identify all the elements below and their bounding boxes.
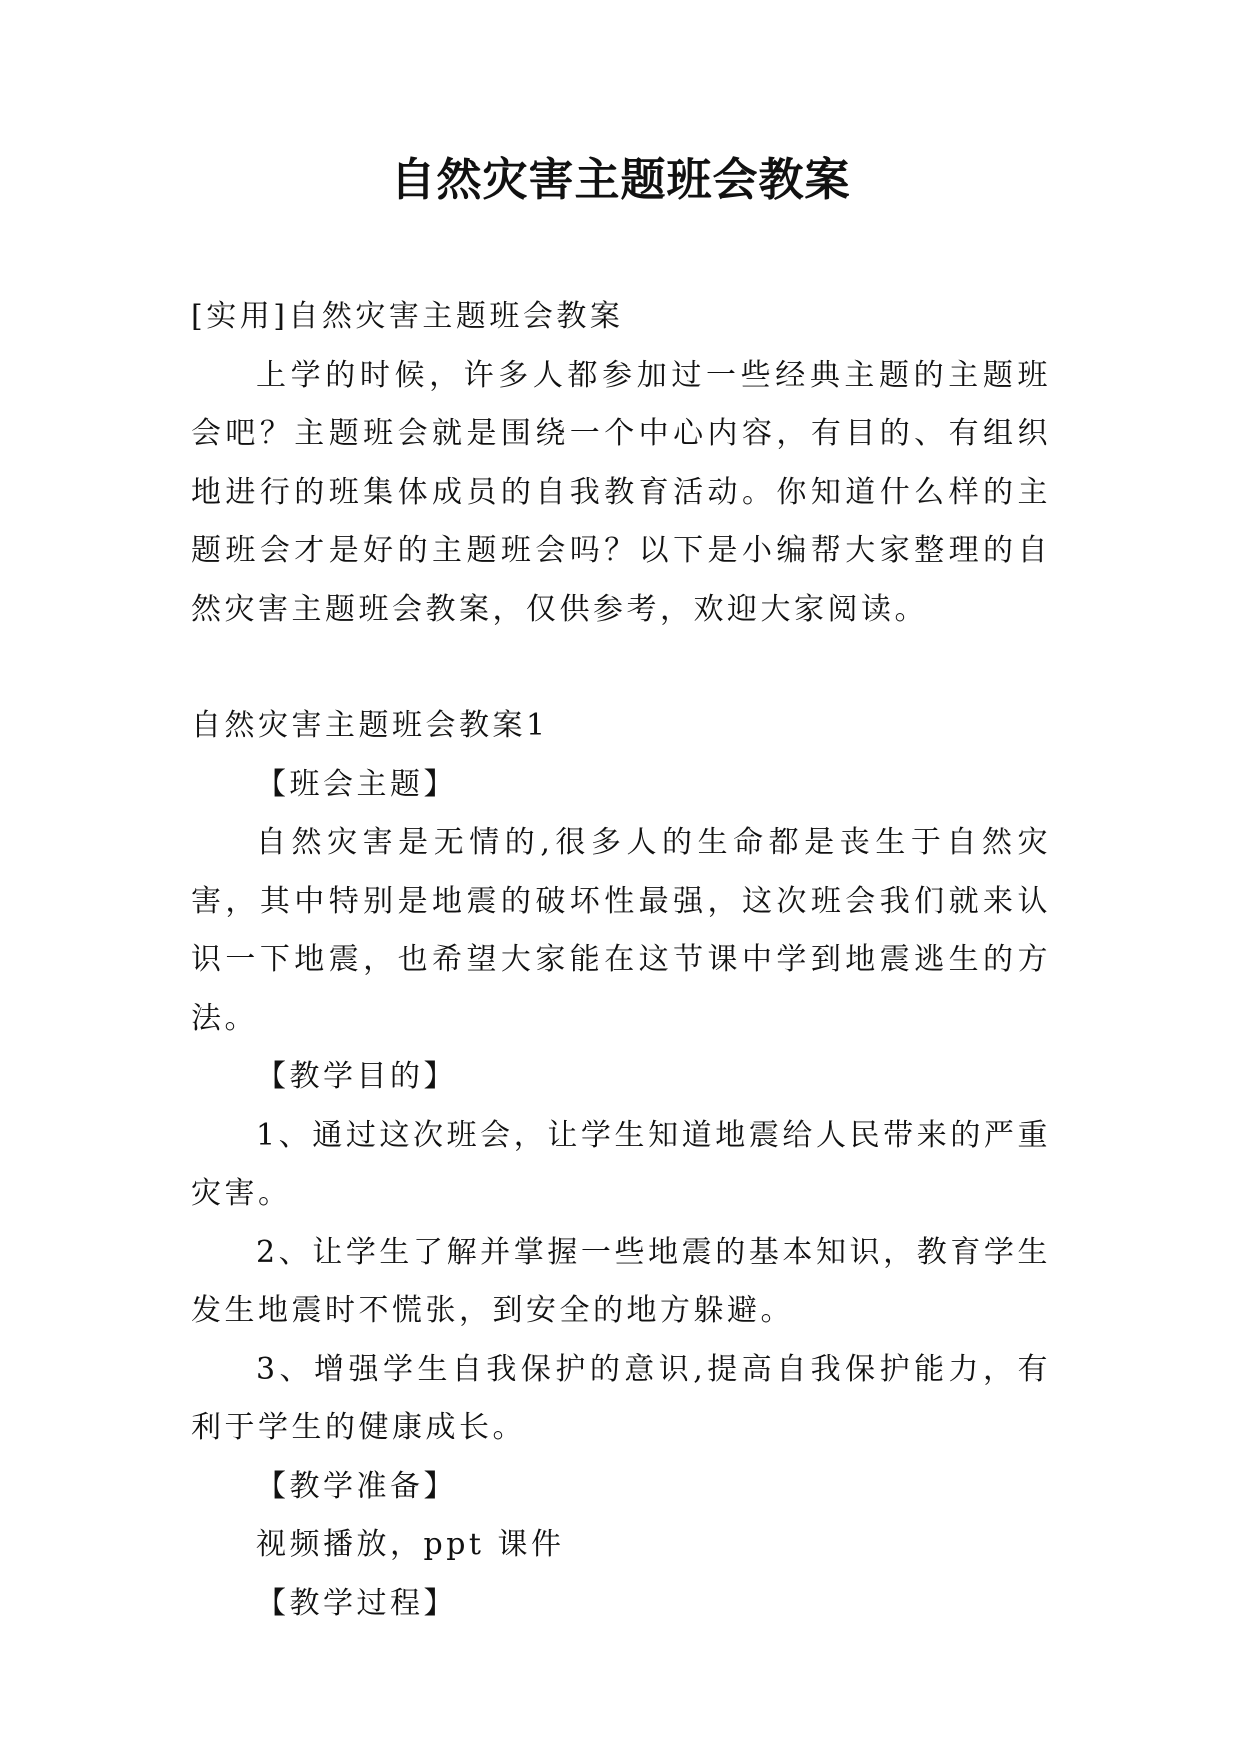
goal-item-3: 3、增强学生自我保护的意识,提高自我保护能力，有利于学生的健康成长。 [191,1351,1051,1445]
theme-paragraph: 自然灾害是无情的,很多人的生命都是丧生于自然灾害，其中特别是地震的破坏性最强，这次班会我们就来认识一下地震，也希望大家能在这节课中学到地震逃生的方法。 [191,825,1051,1036]
goal-item-2: 2、让学生了解并掌握一些地震的基本知识，教育学生发生地震时不慌张，到安全的地方躲避。 [191,1234,1051,1328]
prep-paragraph: 视频播放，ppt 课件 [256,1527,565,1562]
document-title: 自然灾害主题班会教案 [390,153,851,206]
document-body [191,288,1051,1633]
subtitle: [实用]自然灾害主题班会教案 [191,299,624,334]
heading-prep: 【教学准备】 [256,1468,457,1504]
heading-process: 【教学过程】 [256,1585,457,1621]
goal-item-1: 1、通过这次班会，让学生知道地震给人民带来的严重灾害。 [191,1117,1051,1211]
intro-paragraph: 上学的时候，许多人都参加过一些经典主题的主题班会吧？主题班会就是围绕一个中心内容，有目的、有组织地进行的班集体成员的自我教育活动。你知道什么样的主题班会才是好的主题班会吗？以下是小编帮大家整理的自然灾害主题班会教案，仅供参考，欢迎大家阅读。 [191,357,1051,627]
heading-theme: 【班会主题】 [256,766,457,802]
section-title: 自然灾害主题班会教案1 [191,708,549,743]
paragraph-gap [191,639,1051,697]
heading-goal: 【教学目的】 [256,1059,457,1094]
